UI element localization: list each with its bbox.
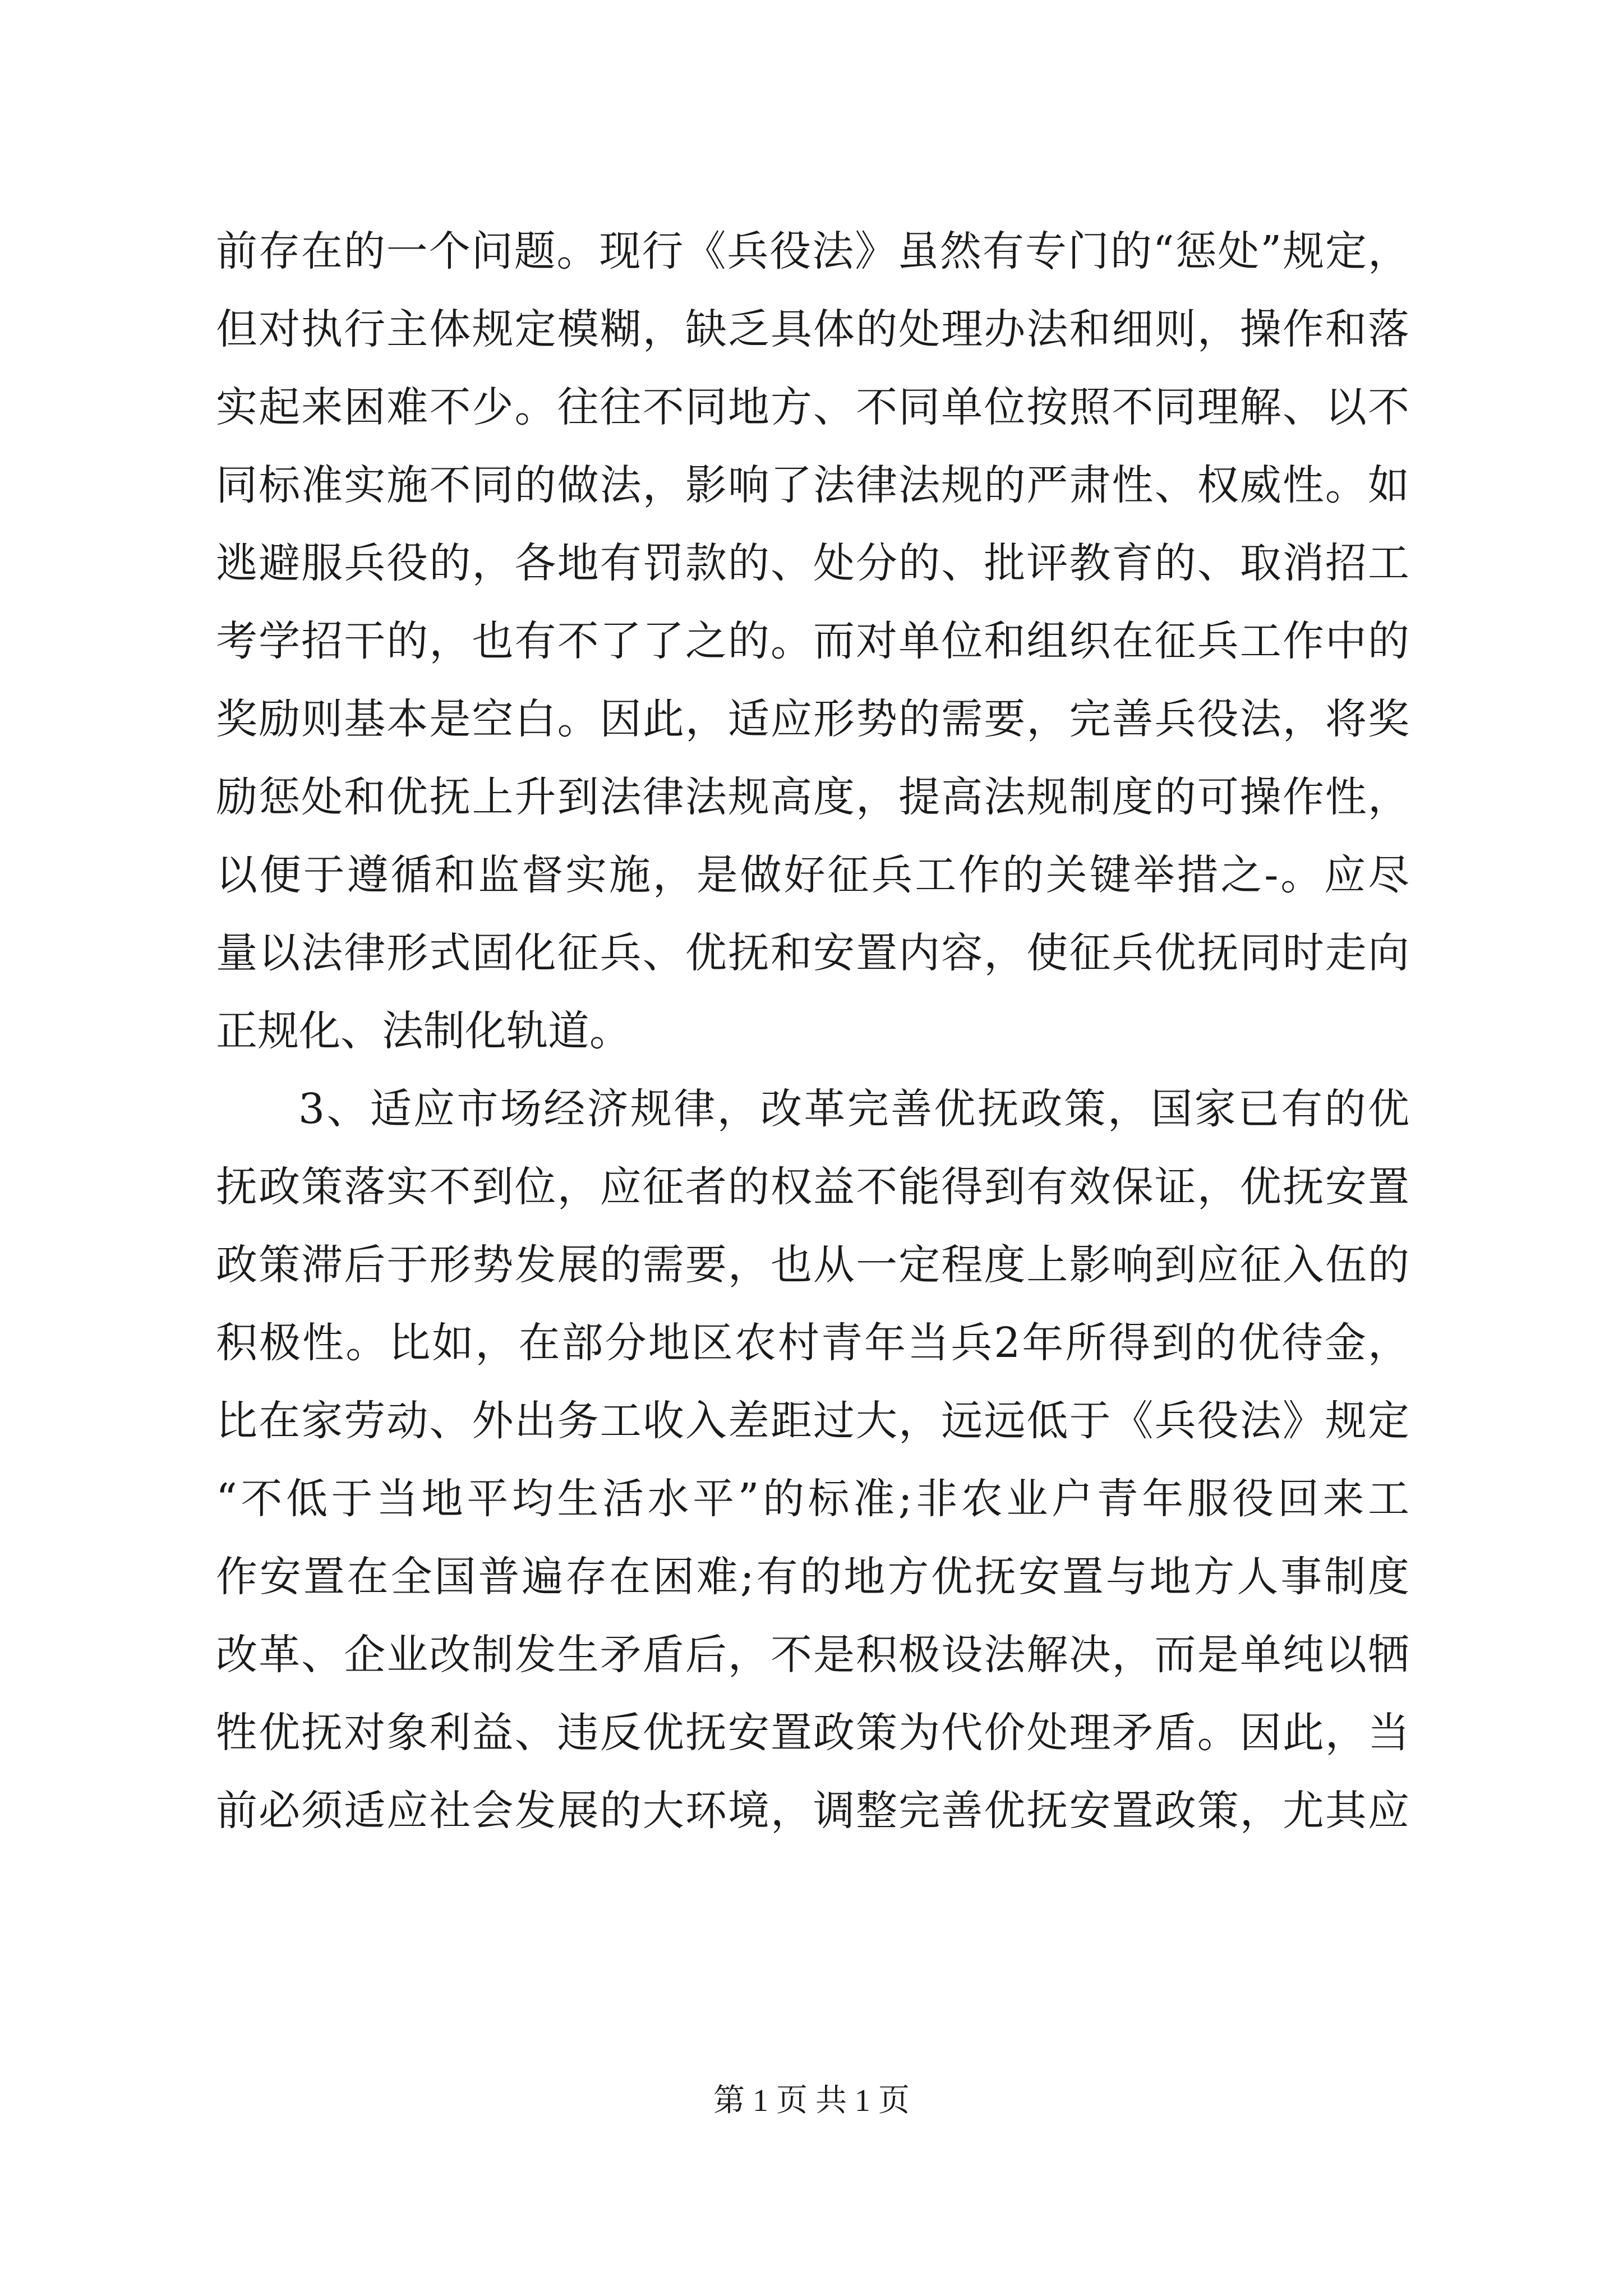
- text-line-15: 积极性。比如，在部分地区农村青年当兵2年所得到的优待金，: [216, 1319, 1409, 1367]
- text-line-8: 励惩处和优抚上升到法律法规高度，提高法规制度的可操作性，: [216, 773, 1409, 821]
- text-line-21: 前必须适应社会发展的大环境，调整完善优抚安置政策，尤其应: [216, 1787, 1409, 1835]
- text-line-19: 改革、企业改制发生矛盾后，不是积极设法解决，而是单纯以牺: [216, 1631, 1409, 1679]
- text-line-9: 以便于遵循和监督实施，是做好征兵工作的关键举措之-。应尽: [216, 851, 1409, 899]
- text-line-10: 量以法律形式固化征兵、优抚和安置内容，使征兵优抚同时走向: [216, 929, 1409, 977]
- text-line-3: 实起来困难不少。往往不同地方、不同单位按照不同理解、以不: [216, 383, 1409, 431]
- text-line-12: 3、适应市场经济规律，改革完善优抚政策，国家已有的优: [298, 1085, 1409, 1133]
- text-line-16: 比在家劳动、外出务工收入差距过大，远远低于《兵役法》规定: [216, 1397, 1409, 1445]
- text-line-11: 正规化、法制化轨道。: [216, 1007, 631, 1055]
- text-line-7: 奖励则基本是空白。因此，适应形势的需要，完善兵役法，将奖: [216, 695, 1409, 743]
- text-line-6: 考学招干的，也有不了了之的。而对单位和组织在征兵工作中的: [216, 617, 1409, 665]
- text-line-4: 同标准实施不同的做法，影响了法律法规的严肃性、权威性。如: [216, 461, 1409, 509]
- page-number-footer: 第 1 页 共 1 页: [713, 2083, 910, 2118]
- text-line-13: 抚政策落实不到位，应征者的权益不能得到有效保证，优抚安置: [216, 1163, 1409, 1211]
- text-line-18: 作安置在全国普遍存在困难;有的地方优抚安置与地方人事制度: [216, 1553, 1409, 1601]
- text-line-20: 牲优抚对象利益、违反优抚安置政策为代价处理矛盾。因此，当: [216, 1709, 1409, 1757]
- text-line-5: 逃避服兵役的，各地有罚款的、处分的、批评教育的、取消招工: [216, 539, 1409, 587]
- text-line-2: 但对执行主体规定模糊，缺乏具体的处理办法和细则，操作和落: [216, 305, 1409, 353]
- text-line-17: “不低于当地平均生活水平”的标准;非农业户青年服役回来工: [216, 1475, 1409, 1523]
- text-line-1: 前存在的一个问题。现行《兵役法》虽然有专门的“惩处”规定，: [216, 227, 1409, 275]
- text-line-14: 政策滞后于形势发展的需要，也从一定程度上影响到应征入伍的: [216, 1241, 1409, 1289]
